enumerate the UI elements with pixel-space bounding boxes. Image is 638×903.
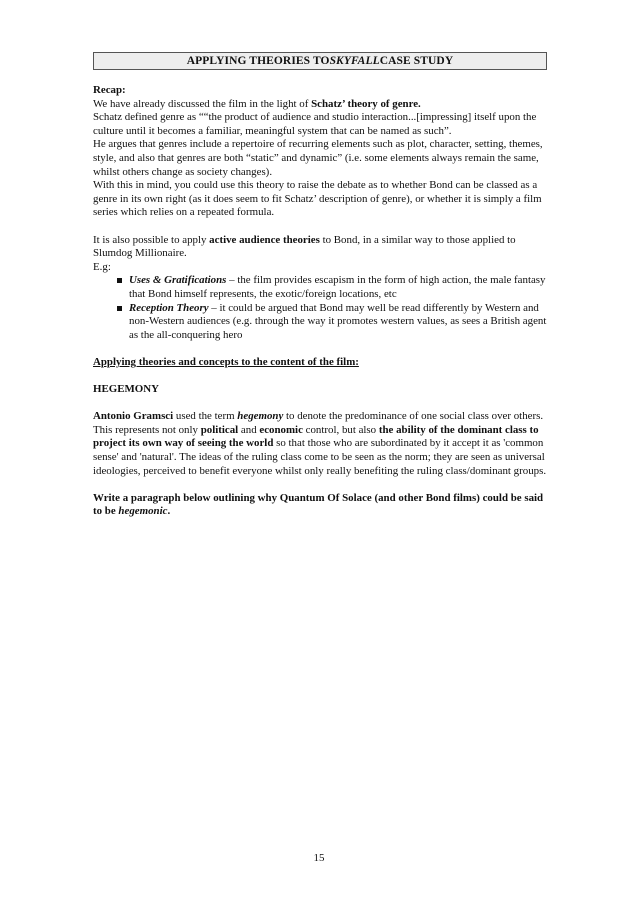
economic-term: economic: [259, 423, 303, 436]
gramsci-name: Antonio Gramsci: [93, 410, 174, 423]
document-body: [93, 84, 553, 519]
dominant-class-phrase: the ability of the dominant class to project its own way of seeing the world: [93, 423, 539, 450]
audience-text-1: It is also possible to apply: [93, 233, 210, 246]
recap-p1-bold: Schatz’ theory of genre.: [311, 97, 421, 110]
recap-heading: Recap:: [93, 84, 126, 96]
bullet-text: – it could be argued that Bond may well be read differently by Western and non-Western audiences (e.g. through the way it promotes western values, as sees a British agent as the all-conquering hero: [129, 301, 547, 341]
title-film-name: SKYFALL: [329, 55, 380, 67]
hegemony-text: to denote the predominance of one social class over others. This represents not only: [93, 410, 544, 436]
recap-p1-text: We have already discussed the film in the light of: [93, 97, 312, 110]
recap-paragraph-3: He argues that genres include a repertoire of recurring elements such as plot, character, setting, themes, style, and also that genres are both “static” and dynamic” (i.e. some elements always remain the same, whilst others change as society changes).: [93, 138, 543, 178]
task-text: Write a paragraph below outlining why Quantum Of Solace (and other Bond films) could be said to be: [93, 491, 544, 518]
section-heading: Applying theories and concepts to the content of the film:: [93, 355, 359, 368]
bullet-square-icon: [117, 278, 122, 283]
task-term: hegemonic: [118, 505, 168, 518]
title-prefix: APPLYING THEORIES TO: [186, 55, 330, 67]
page-title: [93, 52, 547, 70]
hegemony-text: used the term: [173, 410, 238, 423]
recap-paragraph-2: Schatz defined genre as ““the product of audience and studio interaction...[impressing] itself upon the culture until it becomes a familiar, meaningful system that can be named as such”.: [93, 111, 537, 137]
list-item: [97, 302, 553, 343]
bullet-term: Reception Theory: [129, 301, 209, 314]
hegemony-text: and: [238, 423, 260, 436]
hegemony-text: control, but also: [302, 423, 379, 436]
bullet-square-icon: [117, 306, 122, 311]
writing-task: [93, 492, 553, 519]
bullet-term: Uses & Gratifications: [129, 274, 227, 287]
recap-paragraph-1: [93, 98, 553, 112]
audience-bold: active audience theories: [209, 233, 320, 246]
page-number: 15: [313, 852, 325, 864]
political-term: political: [200, 423, 239, 436]
bullet-text: – the film provides escapism in the form of high action, the male fantasy that Bond himself represents, the exotic/foreign locations, etc: [129, 274, 546, 300]
audience-text-2: to Bond, in a similar way to those applied to Slumdog Millionaire.: [93, 233, 516, 260]
title-suffix: CASE STUDY: [379, 55, 454, 67]
list-item: [97, 274, 553, 301]
hegemony-term: hegemony: [237, 410, 284, 423]
task-period: .: [167, 505, 171, 518]
hegemony-heading: HEGEMONY: [93, 383, 159, 396]
hegemony-paragraph: [93, 410, 553, 478]
eg-label: E.g:: [93, 260, 111, 273]
recap-paragraph-4: With this in mind, you could use this theory to raise the debate as to whether Bond can be classed as a genre in its own right (as it does seem to fit Schatz’ description of genre), or whether it is simply a film series which relies on a repeated formula.: [93, 179, 542, 219]
theory-bullet-list: [93, 274, 553, 342]
audience-paragraph: [93, 234, 553, 261]
hegemony-text: so that those who are subordinated by it accept it as 'common sense' and 'natural'. The ideas of the ruling class come to be seen as the norm; they are seen as universal ideologies, perceived to benefit everyone whilst only really benefiting the ruling class/dominant groups.: [93, 437, 547, 477]
